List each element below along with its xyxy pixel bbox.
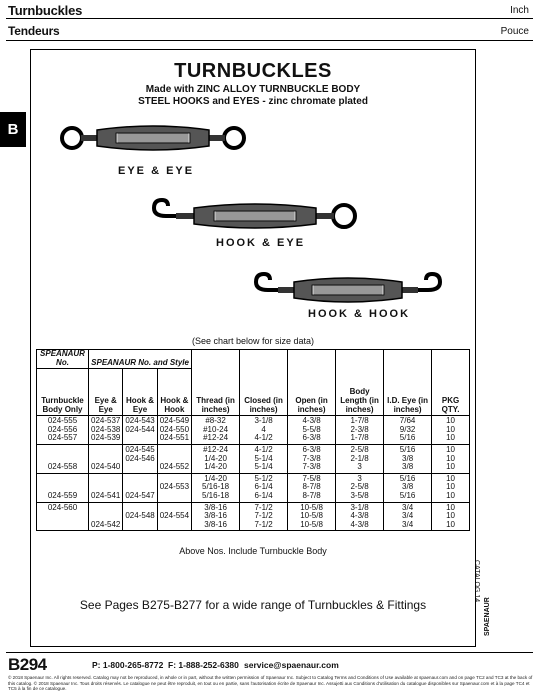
table-cell-eye: 024-542 <box>89 502 123 531</box>
col-open: Open (in inches) <box>288 369 336 416</box>
table-cell-pkg: 10 10 10 <box>432 444 470 473</box>
product-subtitle-2: STEEL HOOKS and EYES - zinc chromate plated <box>138 96 368 107</box>
table-cell-closed: 4-1/2 5-1/4 5-1/4 <box>240 444 288 473</box>
table-cell-body-len: 2-5/8 2-1/8 3 <box>336 444 384 473</box>
brand-logo: SPAENAUR <box>484 597 491 636</box>
chart-note: (See chart below for size data) <box>191 336 315 346</box>
unit-label-en: Inch <box>510 5 529 16</box>
table-cell-body: 024-559 <box>37 473 89 502</box>
table-cell-closed: 5-1/2 6-1/4 6-1/4 <box>240 473 288 502</box>
table-cell-pkg: 10 10 10 <box>432 473 470 502</box>
table-cell-thread: #12-24 1/4-20 1/4-20 <box>192 444 240 473</box>
table-cell-hook-hook: 024-552 <box>157 444 191 473</box>
col-turnbuckle-body: Turnbuckle Body Only <box>37 369 89 416</box>
header-divider <box>6 18 533 19</box>
table-cell-body-len: 1-7/8 2-3/8 1-7/8 <box>336 416 384 445</box>
phone-number: P: 1-800-265-8772 <box>92 660 164 670</box>
table-cell-hook-eye: 024-545 024-546 <box>123 444 157 473</box>
eye-eye-turnbuckle-illustration <box>58 118 248 158</box>
col-hook-hook: Hook & Hook <box>157 369 191 416</box>
table-cell-eye: 024-540 <box>89 444 123 473</box>
table-footnote: Above Nos. Include Turnbuckle Body <box>179 546 327 556</box>
table-cell-pkg: 10 10 10 <box>432 416 470 445</box>
table-cell-eye: 024-541 <box>89 473 123 502</box>
col-body-length: Body Length (in inches) <box>336 369 384 416</box>
turnbuckle-spec-table <box>36 349 470 531</box>
col-thread: Thread (in inches) <box>192 369 240 416</box>
product-title: TURNBUCKLES <box>174 60 332 82</box>
table-cell-body: 024-560 <box>37 502 89 531</box>
table-cell-thread: 1/4-20 5/16-18 5/16-18 <box>192 473 240 502</box>
col-hook-eye: Hook & Eye <box>123 369 157 416</box>
table-cell-hook-eye: 024-548 <box>123 502 157 531</box>
table-cell-body: 024-555 024-556 024-557 <box>37 416 89 445</box>
table-cell-open: 10-5/8 10-5/8 10-5/8 <box>288 502 336 531</box>
header-divider-bottom <box>6 40 533 41</box>
table-cell-open: 7-5/8 8-7/8 8-7/8 <box>288 473 336 502</box>
caption-hook-hook: HOOK & HOOK <box>308 308 411 320</box>
col-id-eye: I.D. Eye (in inches) <box>384 369 432 416</box>
caption-hook-eye: HOOK & EYE <box>216 237 306 249</box>
page-header-title: Turnbuckles <box>8 3 83 18</box>
table-cell-thread: 3/8-16 3/8-16 3/8-16 <box>192 502 240 531</box>
table-cell-id: 3/4 3/4 3/4 <box>384 502 432 531</box>
header-speanaur-no: SPEANAUR No. <box>37 350 89 369</box>
hook-eye-turnbuckle-illustration <box>148 196 360 236</box>
table-cell-hook-eye: 024-543 024-544 <box>123 416 157 445</box>
section-tab: B <box>0 112 26 147</box>
header-speanaur-style: SPEANAUR No. and Style <box>89 350 192 369</box>
page-header-subtitle: Tendeurs <box>8 24 60 38</box>
table-row <box>37 502 470 531</box>
table-row <box>37 444 470 473</box>
table-cell-hook-hook: 024-554 <box>157 502 191 531</box>
caption-eye-eye: EYE & EYE <box>118 165 195 177</box>
col-closed: Closed (in inches) <box>240 369 288 416</box>
col-eye-eye: Eye & Eye <box>89 369 123 416</box>
table-row <box>37 416 470 445</box>
cross-reference-banner: See Pages B275-B277 for a wide range of Turnbuckles & Fittings <box>79 598 427 612</box>
table-cell-pkg: 10 10 10 <box>432 502 470 531</box>
footer-divider <box>6 652 533 653</box>
table-cell-id: 7/64 9/32 5/16 <box>384 416 432 445</box>
table-cell-body: 024-558 <box>37 444 89 473</box>
table-cell-hook-hook: 024-549 024-550 024-551 <box>157 416 191 445</box>
table-cell-closed: 7-1/2 7-1/2 7-1/2 <box>240 502 288 531</box>
table-cell-hook-eye: 024-547 <box>123 473 157 502</box>
unit-label-fr: Pouce <box>500 26 529 37</box>
table-cell-open: 4-3/8 5-5/8 6-3/8 <box>288 416 336 445</box>
table-cell-body-len: 3-1/8 4-3/8 4-3/8 <box>336 502 384 531</box>
legal-text: © 2018 Spaenaur Inc. All rights reserved. Catalog may not be reproduced, in whole or in part, without the written permission of Spaenaur Inc. Subject to Catalog Terms and Conditions of Use available at spaenaur.com and on page TC2 and TC3 at the back of this catalog. © 2018 Spaenaur Inc. Tous droits réservés. Le catalogue ne peut être reproduit, en tout ou en partie, sans l'autorisation écrite de Spaenaur Inc. Assujetti aux Conditions d'utilisation du catalogue disponibles sur Spaenaur.com et à la page TC4 et TC5 à la fin de ce catalogue. <box>8 675 533 692</box>
catalog-label: CATALOG 14 <box>473 560 480 603</box>
table-cell-body-len: 3 2-5/8 3-5/8 <box>336 473 384 502</box>
spec-table-body <box>37 416 470 531</box>
table-cell-thread: #8-32 #10-24 #12-24 <box>192 416 240 445</box>
col-pkg-qty: PKG QTY. <box>432 369 470 416</box>
table-cell-id: 5/16 3/8 5/16 <box>384 473 432 502</box>
table-cell-eye: 024-537 024-538 024-539 <box>89 416 123 445</box>
fax-number: F: 1-888-252-6380 <box>168 660 239 670</box>
table-cell-closed: 3-1/8 4 4-1/2 <box>240 416 288 445</box>
product-subtitle-1: Made with ZINC ALLOY TURNBUCKLE BODY <box>145 84 361 95</box>
table-cell-hook-hook: 024-553 <box>157 473 191 502</box>
page-number: B294 <box>8 655 47 674</box>
hook-hook-turnbuckle-illustration <box>250 270 446 306</box>
table-cell-open: 6-3/8 7-3/8 7-3/8 <box>288 444 336 473</box>
table-row <box>37 473 470 502</box>
email-link[interactable]: service@spaenaur.com <box>244 660 339 670</box>
table-cell-id: 5/16 3/8 3/8 <box>384 444 432 473</box>
